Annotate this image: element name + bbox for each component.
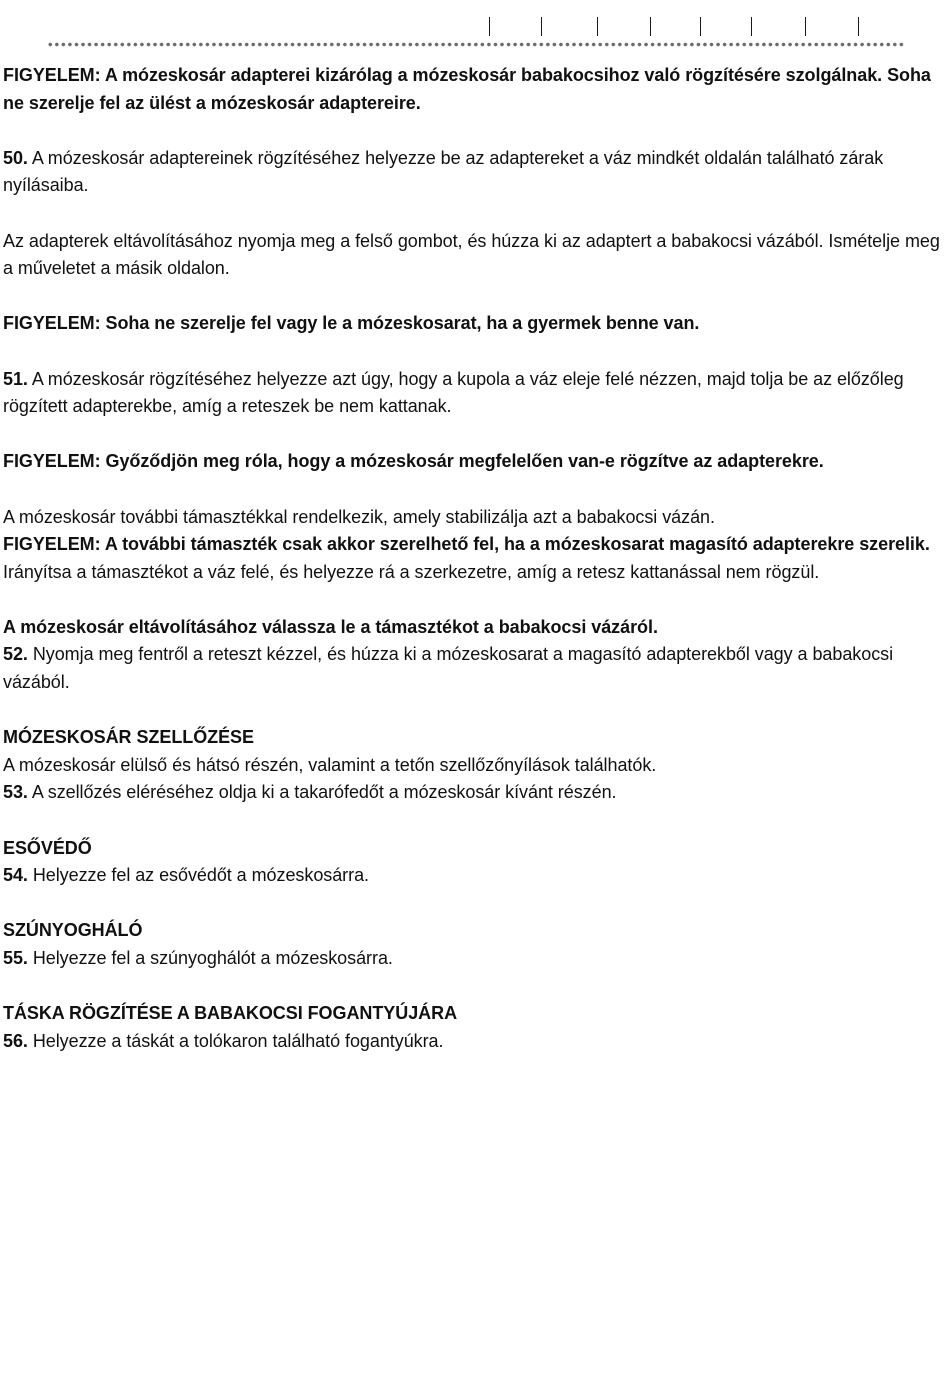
step-52 xyxy=(3,641,948,696)
step-text: A mózeskosár adaptereinek rögzítéséhez helyezze be az adaptereket a váz mindkét oldalán található zárak nyílásaiba. xyxy=(3,147,884,196)
manual-content xyxy=(3,62,948,1055)
support-intro-text: A mózeskosár további támasztékkal rendelkezik, amely stabilizálja azt a babakocsi vázán. xyxy=(3,506,715,527)
tick-mark xyxy=(700,17,701,36)
step-number: 51. xyxy=(3,368,28,389)
step-50 xyxy=(3,145,948,200)
step-number: 50. xyxy=(3,147,28,168)
step-55 xyxy=(3,945,948,973)
dotted-separator xyxy=(47,42,905,47)
adapter-removal-text: Az adapterek eltávolításához nyomja meg a felső gombot, és húzza ki az adaptert a babakocsi vázából. Ismételje meg a műveletet a másik oldalon. xyxy=(3,230,940,279)
step-51 xyxy=(3,366,948,421)
step-text: Nyomja meg fentről a reteszt kézzel, és húzza ki a mózeskosarat a magasító adapterekből vagy a babakocsi vázából. xyxy=(3,644,894,693)
step-number: 53. xyxy=(3,782,28,803)
warning-check-fixing: FIGYELEM: Győződjön meg róla, hogy a mózeskosár megfelelően van-e rögzítve az adapterekre. xyxy=(3,451,824,472)
section-heading-mosquito-net: SZÚNYOGHÁLÓ xyxy=(3,920,143,941)
step-text: A mózeskosár rögzítéséhez helyezze azt úgy, hogy a kupola a váz eleje felé nézzen, majd tolja be az előzőleg rögzített adapterekbe, amíg a reteszek be nem kattanak. xyxy=(3,368,904,417)
warning-child-inside: FIGYELEM: Soha ne szerelje fel vagy le a mózeskosarat, ha a gyermek benne van. xyxy=(3,313,700,334)
ventilation-text: A mózeskosár elülső és hátsó részén, valamint a tetőn szellőzőnyílások találhatók. xyxy=(3,754,657,775)
tick-mark xyxy=(650,17,651,36)
step-text: A szellőzés eléréséhez oldja ki a takarófedőt a mózeskosár kívánt részén. xyxy=(27,782,617,803)
section-heading-rain-cover: ESŐVÉDŐ xyxy=(3,837,92,858)
step-text: Helyezze fel a szúnyoghálót a mózeskosárra. xyxy=(27,948,393,968)
header-tick-marks xyxy=(0,17,950,37)
tick-mark xyxy=(858,17,859,36)
tick-mark xyxy=(489,17,490,36)
step-56 xyxy=(3,1028,948,1056)
step-text: Helyezze fel az esővédőt a mózeskosárra. xyxy=(27,865,369,886)
step-54 xyxy=(3,862,948,890)
tick-mark xyxy=(805,17,806,36)
tick-mark xyxy=(751,17,752,36)
step-number: 54. xyxy=(3,865,28,886)
section-heading-ventilation: MÓZESKOSÁR SZELLŐZÉSE xyxy=(3,727,254,748)
tick-mark xyxy=(541,17,542,36)
warning-adapter-use: FIGYELEM: A mózeskosár adapterei kizárólag a mózeskosár babakocsihoz való rögzítésére szolgálnak. Soha ne szerelje fel az ülést a mózeskosár adaptereire. xyxy=(3,65,931,113)
removal-heading: A mózeskosár eltávolításához válassza le a támasztékot a babakocsi vázáról. xyxy=(3,616,658,637)
step-text: Helyezze a táskát a tolókaron található fogantyúkra. xyxy=(27,1030,444,1051)
section-heading-bag: TÁSKA RÖGZÍTÉSE A BABAKOCSI FOGANTYÚJÁRA xyxy=(3,1003,458,1024)
warning-support: FIGYELEM: A további támaszték csak akkor szerelhető fel, ha a mózeskosarat magasító adapterekre szerelik. xyxy=(3,534,930,555)
step-number: 52. xyxy=(3,644,28,665)
step-number: 55. xyxy=(3,948,28,968)
step-number: 56. xyxy=(3,1030,28,1051)
support-instructions: Irányítsa a támasztékot a váz felé, és helyezze rá a szerkezetre, amíg a retesz kattanással nem rögzül. xyxy=(3,561,820,582)
tick-mark xyxy=(597,17,598,36)
step-53 xyxy=(3,779,948,807)
